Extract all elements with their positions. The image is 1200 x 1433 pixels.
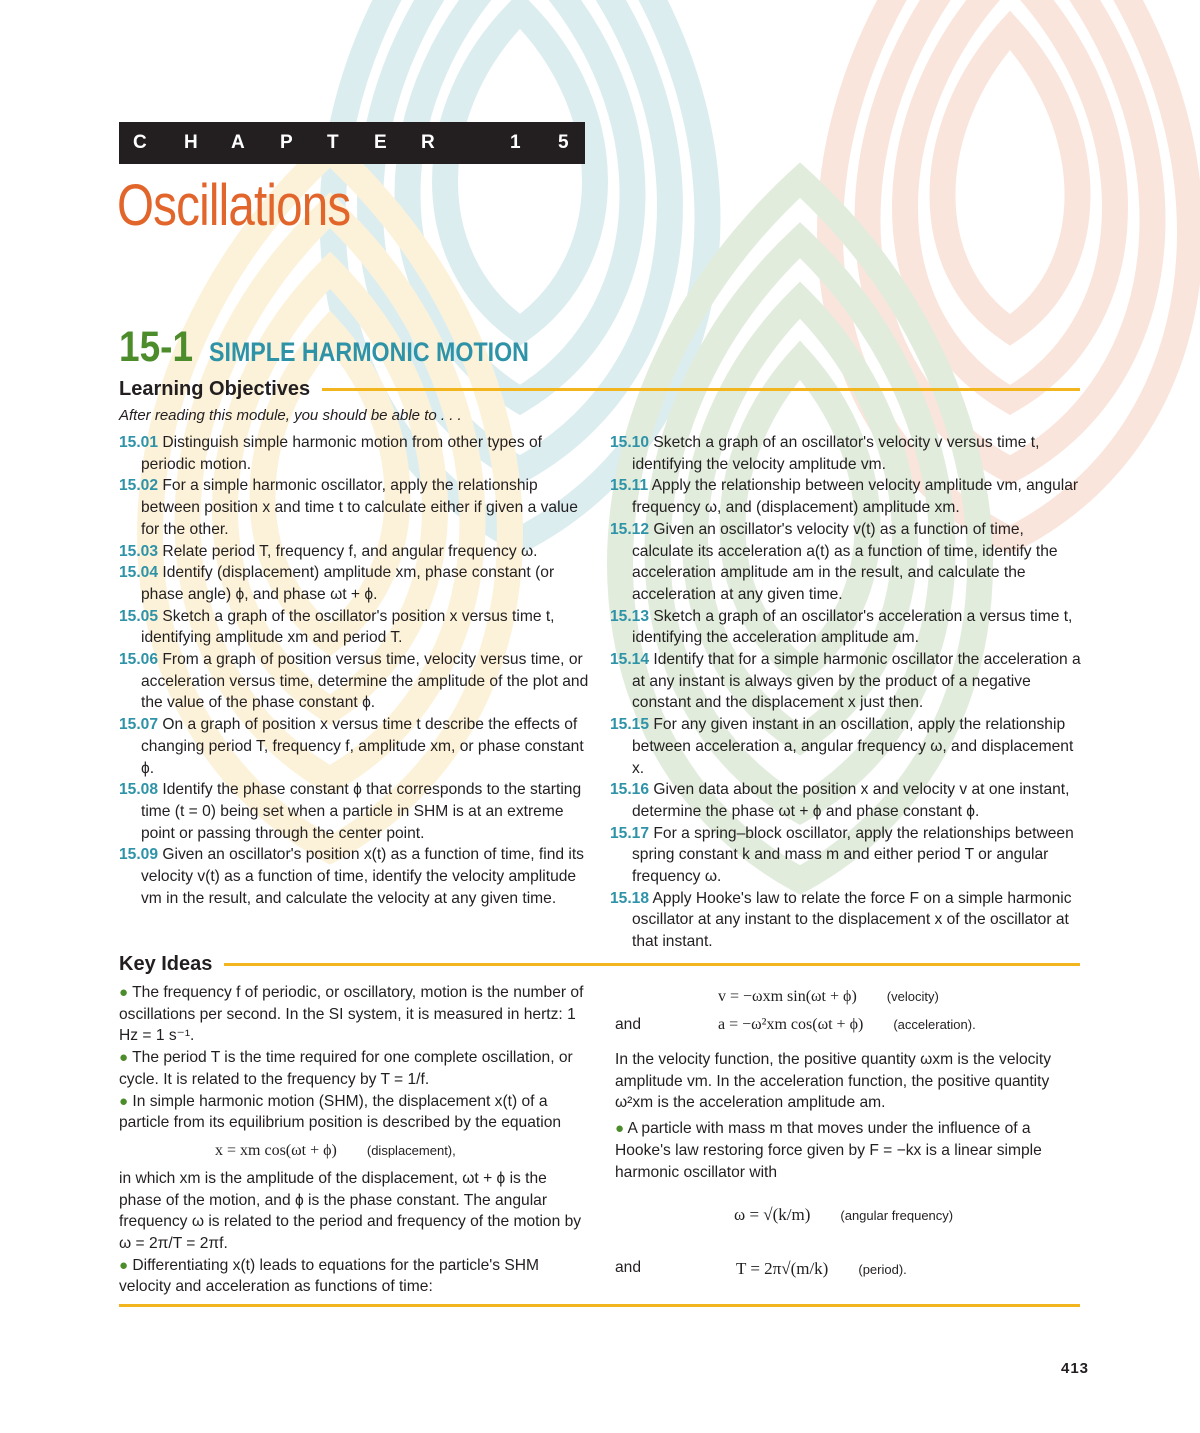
objectives-right-column bbox=[610, 432, 1082, 953]
chapter-title: Oscillations bbox=[117, 173, 351, 238]
equation-angular-frequency bbox=[734, 1205, 953, 1225]
bottom-rule bbox=[119, 1304, 1080, 1307]
objective-text: Apply the relationship between velocity amplitude vm, angular frequency ω, and (displacement) amplitude xm. bbox=[632, 477, 1079, 517]
key-ideas-right-column bbox=[615, 1049, 1081, 1183]
and-label: and bbox=[615, 1016, 642, 1033]
equation-text: ω = √(k/m) bbox=[734, 1205, 811, 1224]
chapter-letter: P bbox=[280, 132, 293, 153]
chapter-letter: R bbox=[421, 132, 435, 153]
learning-objectives-heading bbox=[119, 378, 1080, 401]
objective-item bbox=[119, 649, 589, 714]
equation-text: T = 2π√(m/k) bbox=[736, 1259, 829, 1278]
objective-number: 15.10 bbox=[610, 434, 650, 451]
objective-text: Identify (displacement) amplitude xm, phase constant (or phase angle) ϕ, and phase ωt + ϕ. bbox=[141, 564, 555, 603]
objective-text: Relate period T, frequency f, and angular frequency ω. bbox=[162, 542, 538, 560]
equation-velocity bbox=[718, 988, 939, 1006]
chapter-banner bbox=[119, 122, 585, 164]
objective-item bbox=[610, 714, 1082, 779]
objective-number: 15.07 bbox=[119, 716, 159, 734]
chapter-letter: C bbox=[133, 132, 147, 153]
objective-item bbox=[119, 606, 589, 649]
objective-number: 15.16 bbox=[610, 781, 650, 799]
key-ideas-heading bbox=[119, 953, 1080, 976]
key-idea-paragraph bbox=[119, 1047, 589, 1090]
equation-tag: (velocity) bbox=[886, 989, 939, 1004]
equation-acceleration bbox=[718, 1016, 976, 1034]
chapter-letter: H bbox=[184, 132, 198, 153]
chapter-letter: 5 bbox=[558, 132, 569, 153]
equation-row bbox=[119, 1134, 589, 1168]
objective-item bbox=[610, 432, 1082, 475]
and-label: and bbox=[615, 1259, 642, 1276]
equation-displacement bbox=[215, 1140, 456, 1162]
objective-text: Sketch a graph of an oscillator's acceleration a versus time t, identifying the acceleration amplitude am. bbox=[632, 607, 1073, 647]
objective-item bbox=[119, 714, 589, 779]
objective-number: 15.17 bbox=[610, 824, 650, 842]
objective-number: 15.01 bbox=[119, 434, 159, 451]
chapter-letter: 1 bbox=[510, 132, 521, 153]
objective-number: 15.06 bbox=[119, 651, 159, 669]
key-idea-text: In the velocity function, the positive quantity ωxm is the velocity amplitude vm. In the acceleration function, the positive quantity ω²xm is the acceleration amplitude am. bbox=[615, 1051, 1052, 1112]
equation-tag: (acceleration). bbox=[893, 1017, 976, 1032]
objective-number: 15.05 bbox=[119, 607, 159, 625]
objective-number: 15.11 bbox=[610, 477, 649, 495]
objectives-left-column bbox=[119, 432, 589, 909]
chapter-letter: A bbox=[231, 132, 245, 153]
key-idea-paragraph bbox=[615, 1049, 1081, 1114]
key-ideas-left-column bbox=[119, 982, 589, 1298]
heading-rule bbox=[322, 388, 1080, 391]
objective-text: On a graph of position x versus time t describe the effects of changing period T, frequency f, amplitude xm, or phase constant ϕ. bbox=[141, 716, 584, 777]
key-ideas-label: Key Ideas bbox=[119, 953, 213, 975]
chapter-letter: E bbox=[374, 132, 387, 153]
objective-text: Apply Hooke's law to relate the force F on a simple harmonic oscillator at any instant to the displacement x of the oscillator at that instant. bbox=[632, 889, 1072, 951]
objective-item bbox=[610, 475, 1082, 518]
equation-period bbox=[736, 1259, 907, 1279]
objective-number: 15.18 bbox=[610, 889, 650, 907]
equation-text: x = xm cos(ωt + ϕ) bbox=[215, 1141, 337, 1159]
objective-item bbox=[119, 562, 589, 605]
equation-tag: (displacement), bbox=[366, 1142, 456, 1158]
equation-tag: (angular frequency) bbox=[840, 1208, 954, 1223]
objective-text: Sketch a graph of an oscillator's velocity v versus time t, identifying the velocity amplitude vm. bbox=[632, 434, 1040, 473]
key-idea-paragraph bbox=[119, 982, 589, 1047]
key-idea-text: The period T is the time required for one complete oscillation, or cycle. It is related to the frequency by T = 1/f. bbox=[119, 1049, 573, 1088]
objective-text: Given data about the position x and velocity v at one instant, determine the phase ωt + ϕ and phase constant ϕ. bbox=[632, 781, 1070, 820]
objective-item bbox=[119, 541, 589, 563]
key-idea-text: Differentiating x(t) leads to equations for the particle's SHM velocity and acceleration as functions of time: bbox=[119, 1256, 539, 1296]
key-idea-paragraph bbox=[615, 1118, 1081, 1183]
objective-item bbox=[119, 432, 589, 475]
heading-rule bbox=[224, 963, 1080, 966]
objective-item bbox=[610, 519, 1082, 606]
objective-text: For a simple harmonic oscillator, apply the relationship between position x and time t to calculate either if given a value for the other. bbox=[141, 477, 578, 538]
objective-text: For any given instant in an oscillation, apply the relationship between acceleration a, angular frequency ω, and displacement x. bbox=[632, 716, 1074, 777]
equation-tag: (period). bbox=[858, 1262, 907, 1277]
equation-text: a = −ω²xm cos(ωt + ϕ) bbox=[718, 1016, 864, 1033]
page-number: 413 bbox=[1061, 1360, 1090, 1377]
objective-text: For a spring–block oscillator, apply the relationships between spring constant k and mass m and either period T or angular frequency ω. bbox=[632, 824, 1074, 886]
objective-text: From a graph of position versus time, velocity versus time, or acceleration versus time, determine the amplitude of the plot and the value of the phase constant ϕ. bbox=[141, 651, 589, 712]
key-idea-text: The frequency f of periodic, or oscillatory, motion is the number of oscillations per second. In the SI system, it is measured in hertz: 1 Hz = 1 s⁻¹. bbox=[119, 984, 584, 1045]
objective-number: 15.15 bbox=[610, 716, 650, 734]
objective-text: Given an oscillator's velocity v(t) as a function of time, calculate its acceleration a(t) as a function of time, identify the acceleration amplitude am in the result, and calculate the acceleration at any given time. bbox=[632, 520, 1058, 603]
objective-item bbox=[610, 606, 1082, 649]
objective-item bbox=[119, 475, 589, 540]
objective-number: 15.12 bbox=[610, 520, 650, 538]
bullet-icon: ● bbox=[119, 1049, 129, 1067]
section-heading bbox=[119, 323, 581, 372]
objective-text: Identify the phase constant ϕ that corresponds to the starting time (t = 0) being set when a particle in SHM is at an extreme point or passing through the center point. bbox=[141, 781, 582, 842]
bullet-icon: ● bbox=[119, 1256, 129, 1274]
key-idea-text: A particle with mass m that moves under the influence of a Hooke's law restoring force given by F = −kx is a linear simple harmonic oscillator with bbox=[615, 1120, 1042, 1181]
key-idea-text: in which xm is the amplitude of the displacement, ωt + ϕ is the phase of the motion, and ϕ is the phase constant. The angular frequency ω is related to the period and frequency of the motion by ω = 2π/T = 2πf. bbox=[119, 1169, 582, 1253]
objective-item bbox=[610, 779, 1082, 822]
objective-number: 15.02 bbox=[119, 477, 159, 495]
key-idea-text: In simple harmonic motion (SHM), the displacement x(t) of a particle from its equilibrium position is described by the equation bbox=[119, 1092, 562, 1132]
learning-objectives-label: Learning Objectives bbox=[119, 378, 311, 400]
objective-item bbox=[610, 649, 1082, 714]
objective-number: 15.14 bbox=[610, 651, 650, 669]
bullet-icon: ● bbox=[615, 1120, 625, 1138]
objective-item bbox=[119, 844, 589, 909]
section-title: SIMPLE HARMONIC MOTION bbox=[209, 337, 529, 367]
objective-number: 15.04 bbox=[119, 564, 159, 582]
objective-number: 15.08 bbox=[119, 781, 159, 799]
objective-number: 15.13 bbox=[610, 607, 650, 625]
key-idea-paragraph bbox=[119, 1255, 589, 1298]
objective-text: Given an oscillator's position x(t) as a function of time, find its velocity v(t) as a function of time, identify the velocity amplitude vm in the result, and calculate the velocity at any given time. bbox=[141, 846, 584, 907]
key-idea-paragraph bbox=[119, 1091, 589, 1134]
objective-text: Identify that for a simple harmonic oscillator the acceleration a at any instant is always given by the product of a negative constant and the displacement x just then. bbox=[632, 651, 1081, 712]
bullet-icon: ● bbox=[119, 984, 129, 1001]
section-number: 15-1 bbox=[119, 323, 194, 371]
objective-item bbox=[610, 823, 1082, 888]
objective-number: 15.09 bbox=[119, 846, 159, 864]
equation-text: v = −ωxm sin(ωt + ϕ) bbox=[718, 988, 857, 1005]
bullet-icon: ● bbox=[119, 1092, 129, 1110]
chapter-letter: T bbox=[327, 132, 339, 153]
objectives-lead: After reading this module, you should be able to . . . bbox=[119, 407, 462, 424]
objective-item bbox=[119, 779, 589, 844]
key-idea-paragraph bbox=[119, 1168, 589, 1255]
objective-item bbox=[610, 888, 1082, 953]
objective-text: Distinguish simple harmonic motion from other types of periodic motion. bbox=[141, 434, 542, 473]
objective-text: Sketch a graph of the oscillator's position x versus time t, identifying amplitude xm and period T. bbox=[141, 607, 555, 647]
objective-number: 15.03 bbox=[119, 542, 159, 560]
